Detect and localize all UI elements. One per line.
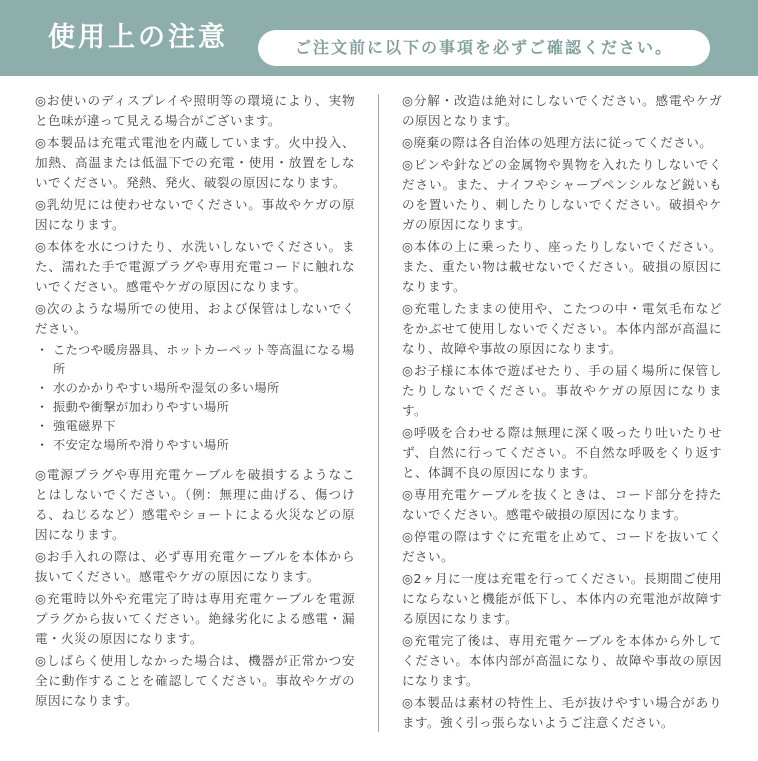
subtitle-pill — [258, 30, 710, 66]
notice-item: ◎廃棄の際は各自治体の処理方法に従ってください。 — [402, 135, 713, 150]
list-item — [35, 398, 355, 417]
bullet-marker: ・ — [36, 381, 49, 395]
subtitle-text: ご注文前に以下の事項を必ずご確認ください。 — [294, 38, 673, 57]
bullet-marker: ・ — [36, 419, 49, 433]
notice-item: ◎お子様に本体で遊ばせたり、手の届く場所に保管したりしないでください。事故やケガの原因になります。 — [402, 363, 722, 418]
list-item — [35, 436, 355, 455]
list-item-text: 水のかかりやすい場所や湿気の多い場所 — [53, 381, 280, 395]
notice-item: ◎停電の際はすぐに充電を止めて、コードを抜いてください。 — [402, 529, 722, 564]
notice-item: ◎充電完了後は、専用充電ケーブルを本体から外してください。本体内部が高温になり、故障や事故の原因になります。 — [402, 633, 722, 688]
notice-item: ◎本製品は充電式電池を内蔵しています。火中投入、加熱、高温または低温下での充電・使用・放置をしないでください。発熱、発火、破裂の原因になります。 — [35, 135, 355, 190]
notice-item: ◎2ヶ月に一度は充電を行ってください。長期間ご使用にならないと機能が低下し、本体内の充電池が故障する原因になります。 — [402, 571, 722, 626]
list-item — [35, 379, 355, 398]
notice-item: ◎ピンや針などの金属物や異物を入れたりしないでください。また、ナイフやシャープペンシルなど鋭いものを置いたり、刺したりしないでください。破損やケガの原因になります。 — [402, 157, 722, 232]
notice-item: ◎しばらく使用しなかった場合は、機器が正常かつ安全に動作することを確認してください。事故やケガの原因になります。 — [35, 653, 355, 708]
list-item-text: 不安定な場所や滑りやすい場所 — [53, 438, 230, 452]
notice-item: ◎分解・改造は絶対にしないでください。感電やケガの原因となります。 — [402, 93, 722, 128]
header-banner — [0, 0, 758, 76]
column-divider — [378, 94, 379, 732]
right-column — [402, 91, 722, 735]
notice-item: ◎お手入れの際は、必ず専用充電ケーブルを本体から抜いてください。感電やケガの原因になります。 — [35, 549, 355, 584]
notice-item: ◎充電時以外や充電完了時は専用充電ケーブルを電源プラグから抜いてください。絶縁劣化による感電・漏電・火災の原因になります。 — [35, 591, 355, 646]
notice-item: ◎専用充電ケーブルを抜くときは、コード部分を持たないでください。感電や破損の原因になります。 — [402, 487, 722, 522]
list-item — [35, 341, 355, 379]
notice-item: ◎お使いのディスプレイや照明等の環境により、実物と色味が違って見える場合がございます。 — [35, 93, 355, 128]
list-item-text: 振動や衝撃が加わりやすい場所 — [53, 400, 230, 414]
notice-item: ◎乳幼児には使わせないでください。事故やケガの原因になります。 — [35, 197, 355, 232]
left-column — [35, 91, 355, 713]
notice-item: ◎次のような場所での使用、および保管はしないでください。 — [35, 301, 355, 336]
notice-item: ◎呼吸を合わせる際は無理に深く吸ったり吐いたりせず、自然に行ってください。不自然な呼吸をくり返すと、体調不良の原因になります。 — [402, 425, 722, 480]
page-title: 使用上の注意 — [48, 22, 228, 53]
notice-item: ◎本製品は素材の特性上、毛が抜けやすい場合があります。強く引っ張らないようご注意ください。 — [402, 695, 722, 730]
place-list — [35, 341, 355, 455]
bullet-marker: ・ — [36, 400, 49, 414]
bullet-marker: ・ — [36, 438, 49, 452]
list-item-text: 強電磁界下 — [53, 419, 116, 433]
notice-item: ◎充電したままの使用や、こたつの中・電気毛布などをかぶせて使用しないでください。本体内部が高温になり、故障や事故の原因になります。 — [402, 301, 722, 356]
notice-item: ◎電源プラグや専用充電ケーブルを破損するようなことはしないでください。（例：無理に曲げる、傷つける、ねじるなど）感電やショートによる火災などの原因になります。 — [35, 467, 355, 542]
notice-item: ◎本体を水につけたり、水洗いしないでください。また、濡れた手で電源プラグや専用充電コードに触れないでください。感電やケガの原因になります。 — [35, 239, 355, 294]
bullet-marker: ・ — [36, 343, 49, 357]
list-item — [35, 417, 355, 436]
list-item-text: こたつや暖房器具、ホットカーペット等高温になる場所 — [53, 343, 355, 376]
notice-item: ◎本体の上に乗ったり、座ったりしないでください。また、重たい物は載せないでください。破損の原因になります。 — [402, 239, 722, 294]
